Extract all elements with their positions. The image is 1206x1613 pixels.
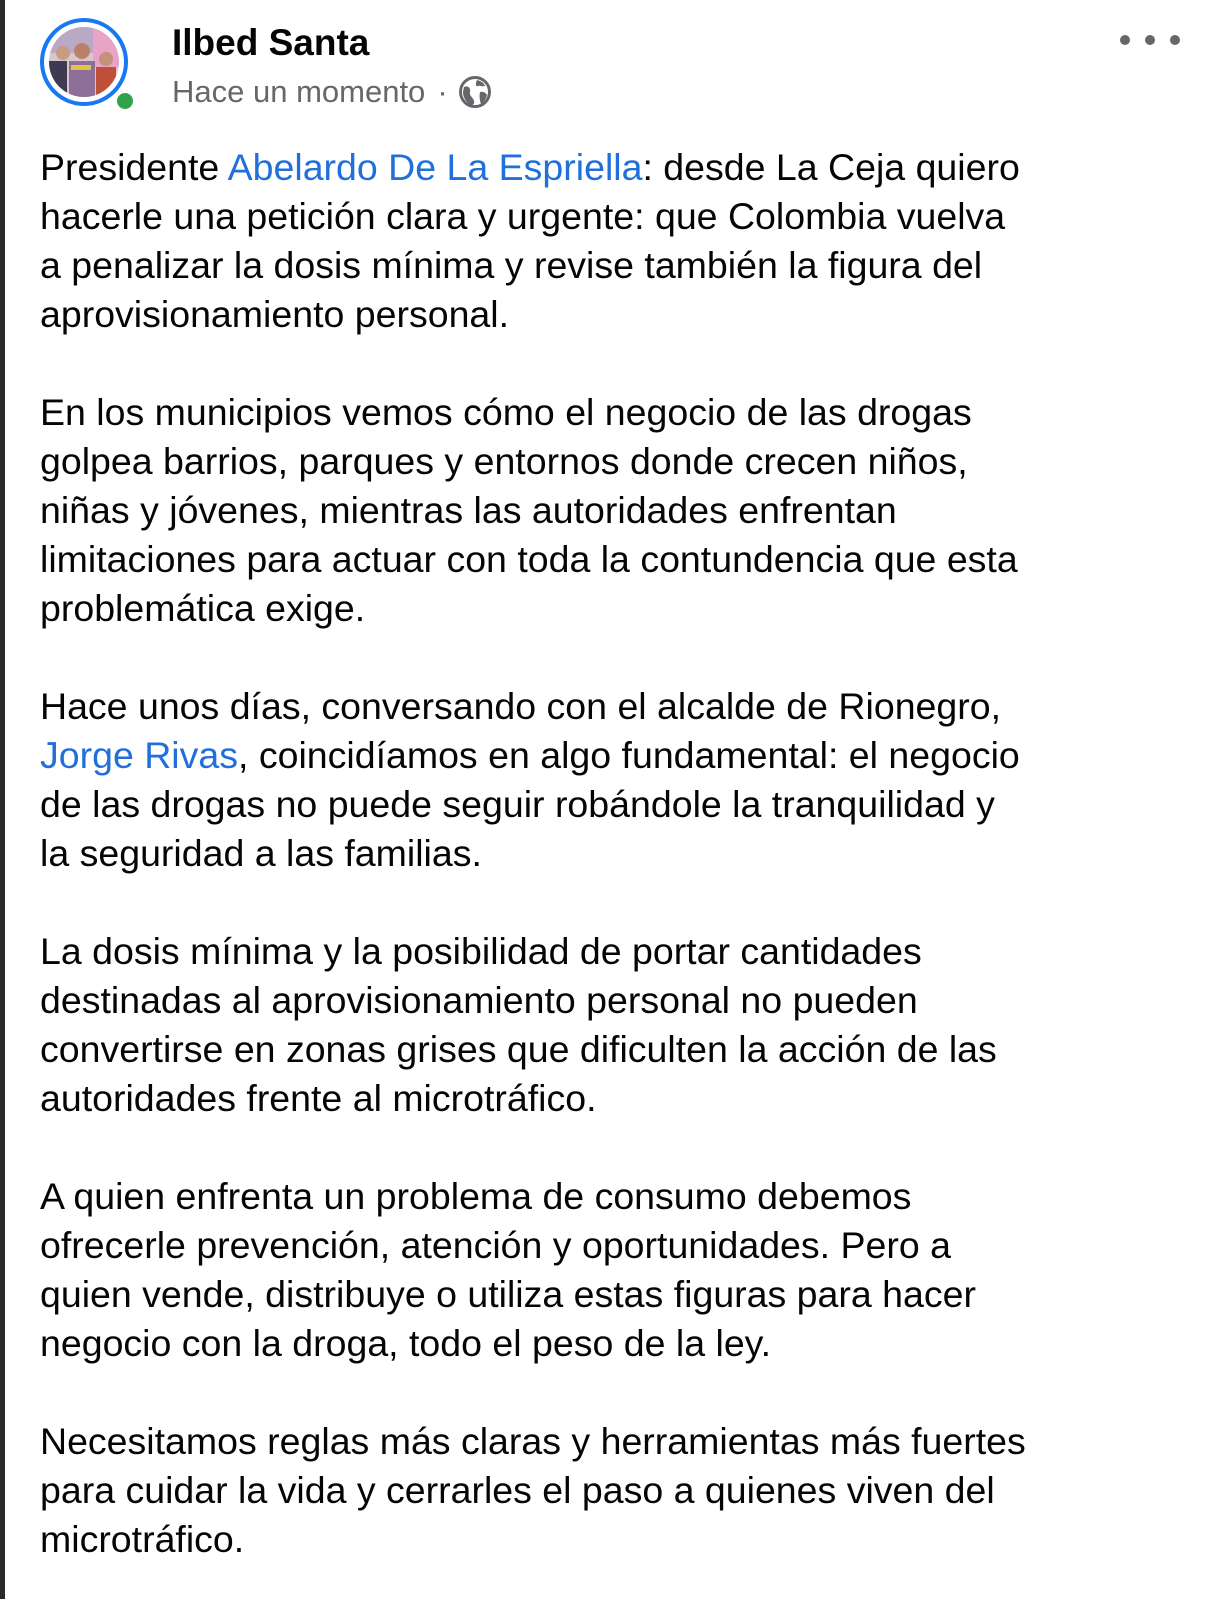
text-line bbox=[40, 192, 1190, 241]
mention-link[interactable]: Abelardo De La Espriella bbox=[227, 146, 643, 188]
text-line bbox=[40, 1270, 1190, 1319]
text-segment: hacerle una petición clara y urgente: que Colombia vuelva bbox=[40, 195, 1006, 237]
text-segment: aprovisionamiento personal. bbox=[40, 293, 510, 335]
text-segment: limitaciones para actuar con toda la contundencia que esta bbox=[40, 538, 1018, 580]
text-segment: a penalizar la dosis mínima y revise también la figura del bbox=[40, 244, 983, 286]
text-segment: Necesitamos reglas más claras y herramientas más fuertes bbox=[40, 1420, 1026, 1462]
text-line bbox=[40, 437, 1190, 486]
text-segment: autoridades frente al microtráfico. bbox=[40, 1077, 597, 1119]
text-segment: para cuidar la vida y cerrarles el paso a quienes viven del bbox=[40, 1469, 995, 1511]
text-line bbox=[40, 290, 1190, 339]
text-segment: convertirse en zonas grises que dificulten la acción de las bbox=[40, 1028, 997, 1070]
text-line bbox=[40, 143, 1190, 192]
text-line bbox=[40, 1025, 1190, 1074]
text-segment: problemática exige. bbox=[40, 587, 366, 629]
author-avatar[interactable] bbox=[40, 18, 136, 114]
post-timestamp[interactable]: Hace un momento bbox=[172, 74, 426, 109]
post-header bbox=[40, 18, 1180, 118]
author-name[interactable]: Ilbed Santa bbox=[172, 22, 370, 63]
post-text bbox=[40, 143, 1190, 1613]
text-segment: la seguridad a las familias. bbox=[40, 832, 482, 874]
post-paragraph bbox=[40, 927, 1190, 1123]
text-line bbox=[40, 927, 1190, 976]
avatar-photo bbox=[49, 27, 119, 97]
text-segment: , coincidíamos en algo fundamental: el negocio bbox=[238, 734, 1020, 776]
globe-icon[interactable] bbox=[458, 75, 492, 109]
text-line bbox=[40, 1221, 1190, 1270]
text-line bbox=[40, 1417, 1190, 1466]
mention-link[interactable]: Jorge Rivas bbox=[40, 734, 238, 776]
post-paragraph bbox=[40, 1172, 1190, 1368]
text-segment: : desde La Ceja quiero bbox=[642, 146, 1020, 188]
text-line bbox=[40, 1319, 1190, 1368]
text-line bbox=[40, 535, 1190, 584]
online-status-indicator bbox=[114, 90, 136, 112]
text-line bbox=[40, 780, 1190, 829]
text-segment: quien vende, distribuye o utiliza estas figuras para hacer bbox=[40, 1273, 976, 1315]
text-segment: destinadas al aprovisionamiento personal no pueden bbox=[40, 979, 918, 1021]
more-dot bbox=[1145, 35, 1155, 45]
text-line bbox=[40, 1074, 1190, 1123]
more-dot bbox=[1120, 35, 1130, 45]
post-meta bbox=[172, 74, 492, 110]
more-dot bbox=[1170, 35, 1180, 45]
post-paragraph bbox=[40, 143, 1190, 339]
text-line bbox=[40, 1172, 1190, 1221]
text-segment: de las drogas no puede seguir robándole la tranquilidad y bbox=[40, 783, 995, 825]
text-segment: negocio con la droga, todo el peso de la ley. bbox=[40, 1322, 772, 1364]
more-options-icon[interactable] bbox=[1120, 22, 1180, 58]
text-line bbox=[40, 682, 1190, 731]
text-line bbox=[40, 241, 1190, 290]
text-segment: A quien enfrenta un problema de consumo debemos bbox=[40, 1175, 912, 1217]
text-line bbox=[40, 1515, 1190, 1564]
text-segment: La dosis mínima y la posibilidad de portar cantidades bbox=[40, 930, 922, 972]
text-segment: ofrecerle prevención, atención y oportunidades. Pero a bbox=[40, 1224, 951, 1266]
text-segment: En los municipios vemos cómo el negocio de las drogas bbox=[40, 391, 972, 433]
text-line bbox=[40, 584, 1190, 633]
text-segment: Hace unos días, conversando con el alcalde de Rionegro, bbox=[40, 685, 1002, 727]
meta-separator: · bbox=[437, 74, 448, 109]
text-segment: golpea barrios, parques y entornos donde crecen niños, bbox=[40, 440, 968, 482]
text-segment: microtráfico. bbox=[40, 1518, 245, 1560]
text-segment: niñas y jóvenes, mientras las autoridades enfrentan bbox=[40, 489, 897, 531]
text-line bbox=[40, 388, 1190, 437]
text-line bbox=[40, 486, 1190, 535]
text-line bbox=[40, 1466, 1190, 1515]
text-line bbox=[40, 829, 1190, 878]
text-line bbox=[40, 976, 1190, 1025]
text-segment: Presidente bbox=[40, 146, 228, 188]
post-paragraph bbox=[40, 388, 1190, 633]
post-paragraph bbox=[40, 682, 1190, 878]
text-line bbox=[40, 731, 1190, 780]
post-paragraph bbox=[40, 1417, 1190, 1564]
